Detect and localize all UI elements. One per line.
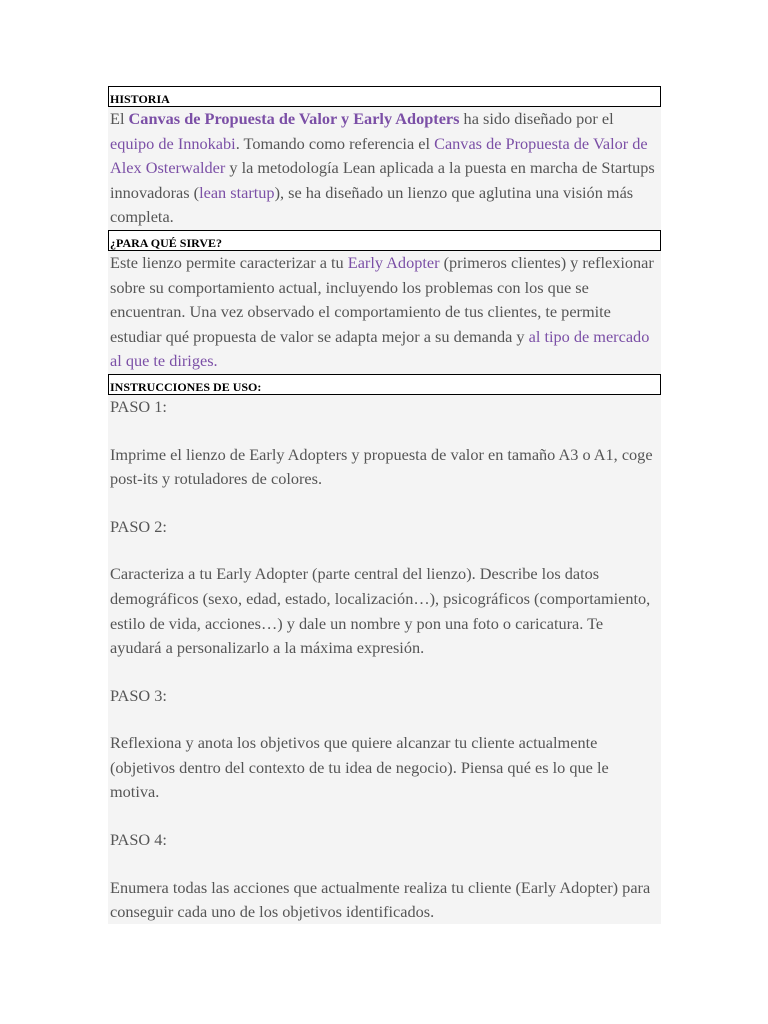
paso1-title: PASO 1: — [110, 396, 167, 416]
historia-text-4: ), se ha diseñado un lienzo que aglutina una visión más completa. — [110, 182, 634, 227]
historia-paragraph — [108, 107, 661, 230]
paso3-text: Reflexiona y anota los objetivos que quiere alcanzar tu cliente actualmente (objetivos dentro del contexto de tu idea de negocio). Piensa qué es lo que le motiva. — [110, 733, 609, 802]
historia-text-1: ha sido diseñado por el — [459, 109, 614, 128]
early-adopter-link[interactable]: Early Adopter — [347, 252, 440, 272]
section-header-para-que-sirve: ¿PARA QUÉ SIRVE? — [108, 230, 661, 251]
osterwalder-canvas-link[interactable]: Canvas de Propuesta de Valor de Alex Osterwalder — [110, 133, 648, 178]
lean-startup-link[interactable]: lean startup — [199, 182, 275, 202]
paso4-text: Enumera todas las acciones que actualmente realiza tu cliente (Early Adopter) para conseguir cada uno de los objetivos identificados. — [110, 877, 651, 922]
paso3-title: PASO 3: — [110, 685, 167, 705]
document-page — [108, 86, 661, 924]
historia-text-3: y la metodología Lean aplicada a la puesta en marcha de Startups innovadoras ( — [110, 158, 655, 202]
para-que-text-1: Este lienzo permite caracterizar a tu — [110, 252, 348, 272]
para-que-paragraph — [108, 251, 661, 374]
paso4-title: PASO 4: — [110, 830, 167, 850]
paso2-title: PASO 2: — [110, 516, 167, 536]
section-header-instrucciones: INSTRUCCIONES DE USO: — [108, 374, 661, 395]
historia-text-2: . Tomando como referencia el — [235, 133, 435, 153]
paso1-text: Imprime el lienzo de Early Adopters y propuesta de valor en tamaño A3 o A1, coge post-its y rotuladores de colores. — [110, 444, 653, 489]
paso2-text: Caracteriza a tu Early Adopter (parte central del lienzo). Describe los datos demográficos (sexo, edad, estado, localización…), psicográficos (comportamiento, estilo de vida, acciones…) y dale un nombre y pon una foto o caricatura. Te ayudará a personalizarlo a la máxima expresión. — [110, 564, 651, 658]
section-header-historia: HISTORIA — [108, 86, 661, 107]
equipo-innokabi-link[interactable]: equipo de Innokabi — [110, 133, 236, 153]
tipo-mercado-link[interactable]: al tipo de mercado al que te diriges. — [110, 326, 650, 371]
historia-text-el: El — [110, 109, 129, 128]
canvas-propuesta-link[interactable]: Canvas de Propuesta de Valor y Early Adopters — [128, 109, 460, 128]
para-que-text-2: (primeros clientes) y reflexionar sobre su comportamiento actual, incluyendo los problemas con los que se encuentran. Una vez observado el comportamiento de tus clientes, te permite estudiar qué propuesta de valor se adapta mejor a su demanda y — [110, 252, 654, 346]
